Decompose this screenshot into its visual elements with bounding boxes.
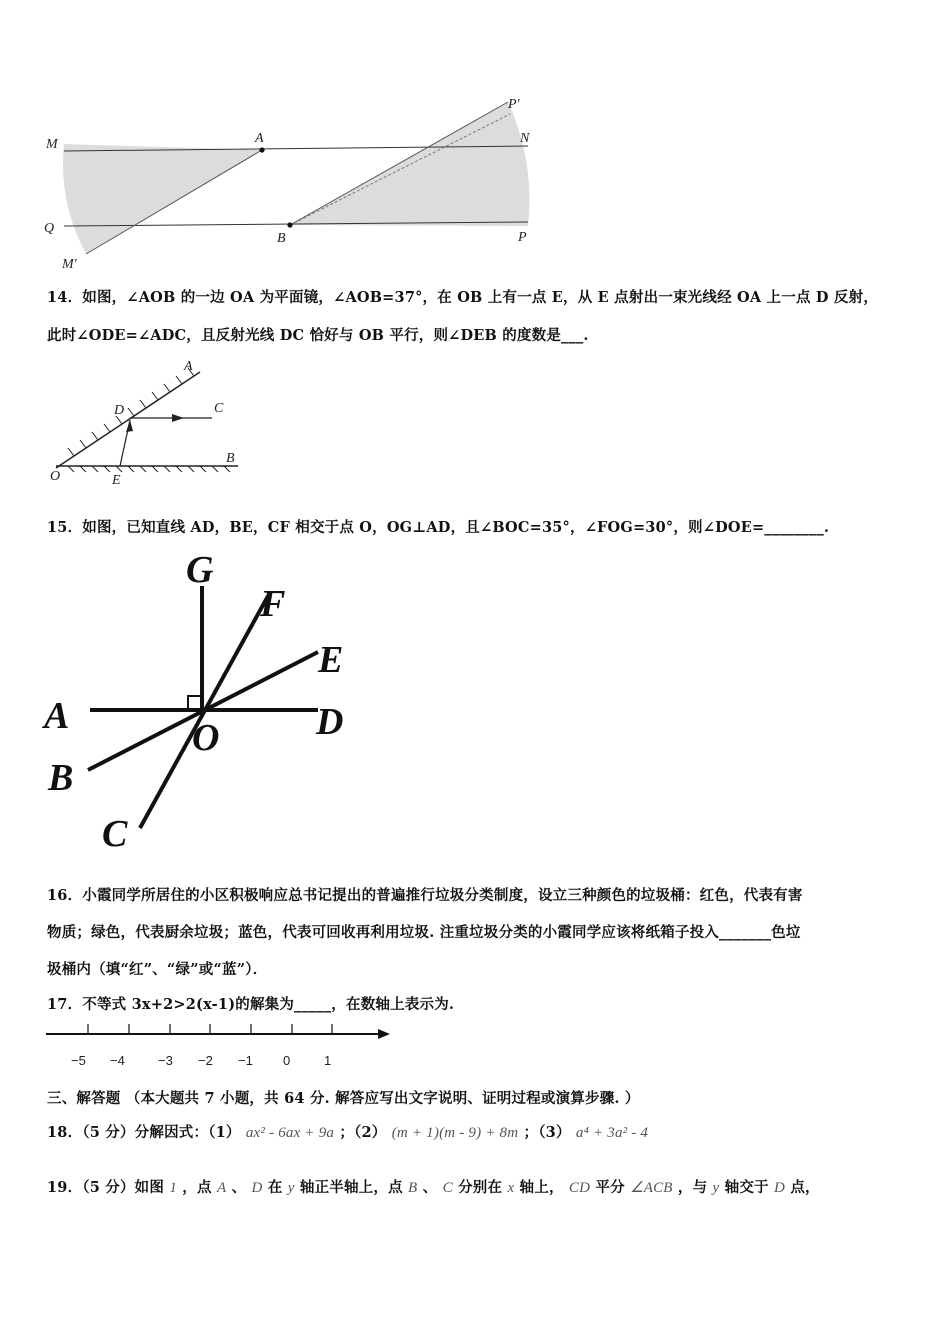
label-G: G: [186, 549, 214, 591]
expression-2: (m + 1)(m - 9) + 8m: [391, 1125, 519, 1141]
question-15-text: 15．如图，已知直线 AD，BE，CF 相交于点 O，OG⊥AD，且∠BOC=35°，∠FOG=30°，则∠DOE=________.: [47, 519, 830, 536]
angle-ACB: ∠ACB: [630, 1180, 673, 1196]
tick-label: −1: [238, 1053, 253, 1068]
label-F: F: [260, 583, 286, 625]
label-Q: Q: [44, 221, 55, 236]
point-D: D: [251, 1180, 263, 1196]
sweep-region-left: [63, 144, 262, 254]
point-B: B: [408, 1180, 418, 1196]
label-E: E: [112, 473, 121, 488]
label-A: A: [184, 359, 193, 374]
number-line: [44, 1018, 396, 1070]
tick-label: 0: [283, 1053, 291, 1068]
question-14-line-2: 此时∠ODE=∠ADC，且反射光线 DC 恰好与 OB 平行，则∠DEB 的度数是___.: [47, 327, 589, 344]
question-18: [47, 1121, 648, 1142]
label-A: A: [44, 695, 70, 737]
q19-part: ，点: [182, 1179, 212, 1196]
intersecting-lines-figure: [40, 548, 370, 858]
q19-part: 平分: [595, 1179, 625, 1196]
mirror-hatch-OA: [68, 368, 194, 456]
point-C: C: [442, 1180, 453, 1196]
label-C: C: [102, 813, 128, 855]
label-P-prime: P′: [508, 97, 520, 112]
question-17-text: 17．不等式 3x+2>2(x-1)的解集为_____，在数轴上表示为.: [47, 996, 455, 1013]
question-16-line-2: 物质；绿色，代表厨余垃圾；蓝色，代表可回收再利用垃圾. 注重垃圾分类的小霞同学应该将纸箱子投入_______色垃: [47, 924, 801, 941]
separator-3: ；（3）: [523, 1124, 571, 1141]
expression-1: ax² - 6ax + 9a: [245, 1125, 335, 1141]
q19-part: 在: [267, 1179, 283, 1196]
tick-label: −4: [110, 1053, 125, 1068]
axis-arrow: [378, 1029, 390, 1039]
right-angle-mark: [188, 696, 202, 710]
q19-part: 、: [231, 1179, 247, 1196]
expression-3: a⁴ + 3a² - 4: [575, 1125, 649, 1141]
tick-label: 1: [324, 1053, 332, 1068]
q19-part: 19．（5 分）如图: [47, 1179, 165, 1196]
mirror-sweep-figure: [40, 92, 560, 274]
label-M: M: [46, 137, 58, 152]
label-B: B: [226, 451, 235, 466]
tick-label: −5: [71, 1053, 86, 1068]
tick-label: −2: [198, 1053, 213, 1068]
arrow-DC: [172, 414, 184, 422]
hatch-OB: [68, 466, 230, 472]
segment-CD: CD: [568, 1180, 591, 1196]
section-3-heading: 三、解答题 （本大题共 7 小题，共 64 分. 解答应写出文字说明、证明过程或演算步骤. ）: [47, 1090, 640, 1107]
question-16-line-1: 16．小霞同学所居住的小区积极响应总书记提出的普遍推行垃圾分类制度，设立三种颜色的垃圾桶：红色，代表有害: [47, 887, 803, 904]
q19-part: 轴正半轴上，点: [299, 1179, 403, 1196]
mirror-angle-figure: [44, 356, 244, 488]
label-D: D: [114, 403, 125, 418]
label-M-prime: M′: [62, 257, 77, 272]
q19-part: 、: [422, 1179, 438, 1196]
y-axis-symbol: y: [712, 1180, 720, 1196]
label-C: C: [214, 401, 224, 416]
q19-part: ，与: [677, 1179, 708, 1196]
figure-number: 1: [169, 1180, 178, 1196]
point-B: [287, 222, 292, 227]
label-A: A: [255, 131, 264, 146]
x-axis-symbol: x: [507, 1180, 515, 1196]
point-A: A: [216, 1180, 227, 1196]
label-N: N: [520, 131, 530, 146]
ray-OA: [56, 372, 200, 468]
tick-label: −3: [158, 1053, 173, 1068]
y-axis-symbol: y: [287, 1180, 295, 1196]
label-P: P: [518, 230, 527, 245]
arrow-ED: [126, 420, 133, 432]
q19-part: 轴上，: [519, 1179, 564, 1196]
separator-2: ；（2）: [339, 1124, 387, 1141]
label-D: D: [316, 701, 344, 743]
point-D: D: [774, 1180, 786, 1196]
label-B: B: [277, 231, 286, 246]
point-A: [259, 147, 264, 152]
sweep-region-right: [290, 102, 529, 226]
q19-part: 分别在: [458, 1179, 503, 1196]
q19-part: 轴交于: [724, 1179, 769, 1196]
question-18-prefix: 18．（5 分）分解因式：（1）: [47, 1124, 241, 1141]
question-16-line-3: 圾桶内（填“红”、“绿”或“蓝”）．: [47, 961, 268, 978]
label-E: E: [318, 639, 344, 681]
question-14-line-1: 14．如图，∠AOB 的一边 OA 为平面镜，∠AOB=37°，在 OB 上有一点 E，从 E 点射出一束光线经 OA 上一点 D 反射，: [47, 289, 879, 306]
q19-part: 点，: [790, 1179, 820, 1196]
question-19: [47, 1176, 820, 1197]
label-O: O: [50, 469, 61, 484]
label-B: B: [48, 757, 74, 799]
label-O: O: [192, 717, 220, 759]
